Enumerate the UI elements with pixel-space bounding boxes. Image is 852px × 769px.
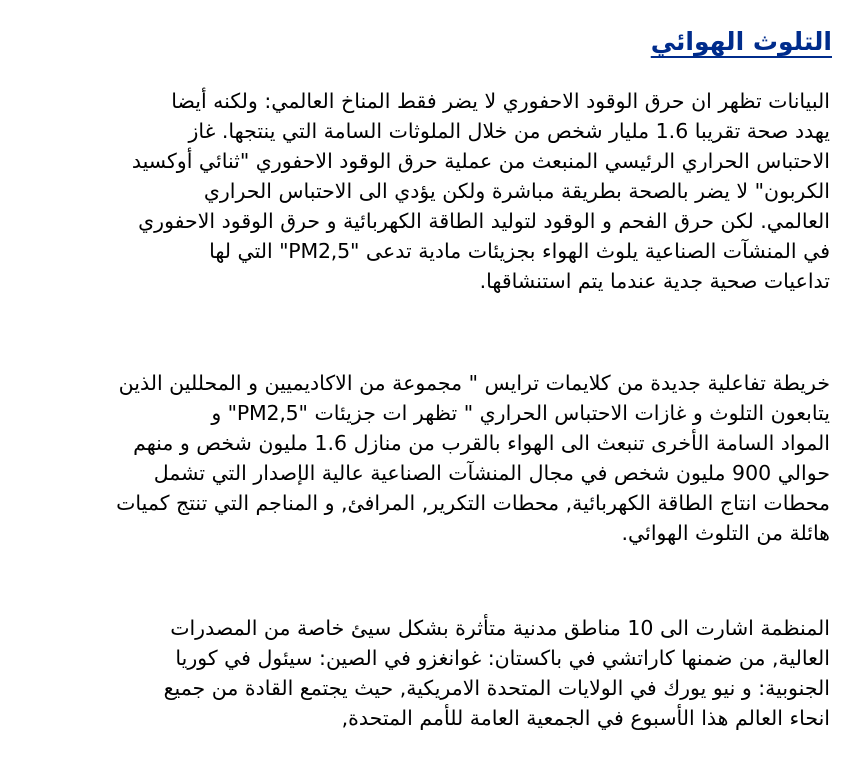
paragraph-line: العالمي. لكن حرق الفحم و الوقود لتوليد الطاقة الكهربائية و حرق الوقود الاحفوري <box>138 209 830 233</box>
paragraph-line: المنظمة اشارت الى 10 مناطق مدنية متأثرة بشكل سيئ خاصة من المصدرات <box>170 616 830 640</box>
paragraph-line: تداعيات صحية جدية عندما يتم استنشاقها. <box>479 269 830 293</box>
paragraph-2 <box>18 368 830 548</box>
paragraph-line: في المنشآت الصناعية يلوث الهواء بجزيئات مادية تدعى "PM2,5" التي لها <box>209 239 830 263</box>
paragraph-line: انحاء العالم هذا الأسبوع في الجمعية العامة للأمم المتحدة, <box>341 706 830 730</box>
paragraph-line: الاحتباس الحراري الرئيسي المنبعث من عملية حرق الوقود الاحفوري "ثنائي أوكسيد <box>131 149 830 173</box>
paragraph-line: خريطة تفاعلية جديدة من كلايمات ترايس " مجموعة من الاكاديميين و المحللين الذين <box>118 371 830 395</box>
paragraph-line: حوالي 900 مليون شخص في مجال المنشآت الصناعية عالية الإصدار التي تشمل <box>153 461 830 485</box>
paragraph-line: البيانات تظهر ان حرق الوقود الاحفوري لا يضر فقط المناخ العالمي: ولكنه أيضا <box>171 89 830 113</box>
paragraph-line: يهدد صحة تقريبا 1.6 مليار شخص من خلال الملوثات السامة التي ينتجها. غاز <box>188 119 830 143</box>
paragraph-line: يتابعون التلوث و غازات الاحتباس الحراري " تظهر ات جزيئات "PM2,5" و <box>211 401 830 425</box>
paragraph-3 <box>18 613 830 733</box>
paragraph-line: المواد السامة الأخرى تنبعث الى الهواء بالقرب من منازل 1.6 مليون شخص و منهم <box>133 431 830 455</box>
paragraph-line: الكربون" لا يضر بالصحة بطريقة مباشرة ولكن يؤدي الى الاحتباس الحراري <box>203 179 830 203</box>
paragraph-line: محطات انتاج الطاقة الكهربائية, محطات التكرير, المرافئ, و المناجم التي تنتج كميات <box>116 491 830 515</box>
page-title: التلوث الهوائي <box>650 27 832 56</box>
paragraph-1 <box>18 86 830 296</box>
paragraph-line: العالية, من ضمنها كاراتشي في باكستان: غوانغزو في الصين: سيئول في كوريا <box>175 646 830 670</box>
paragraph-line: هائلة من التلوث الهوائي. <box>621 521 830 545</box>
paragraph-line: الجنوبية: و نيو يورك في الولايات المتحدة الامريكية, حيث يجتمع القادة من جميع <box>163 676 830 700</box>
